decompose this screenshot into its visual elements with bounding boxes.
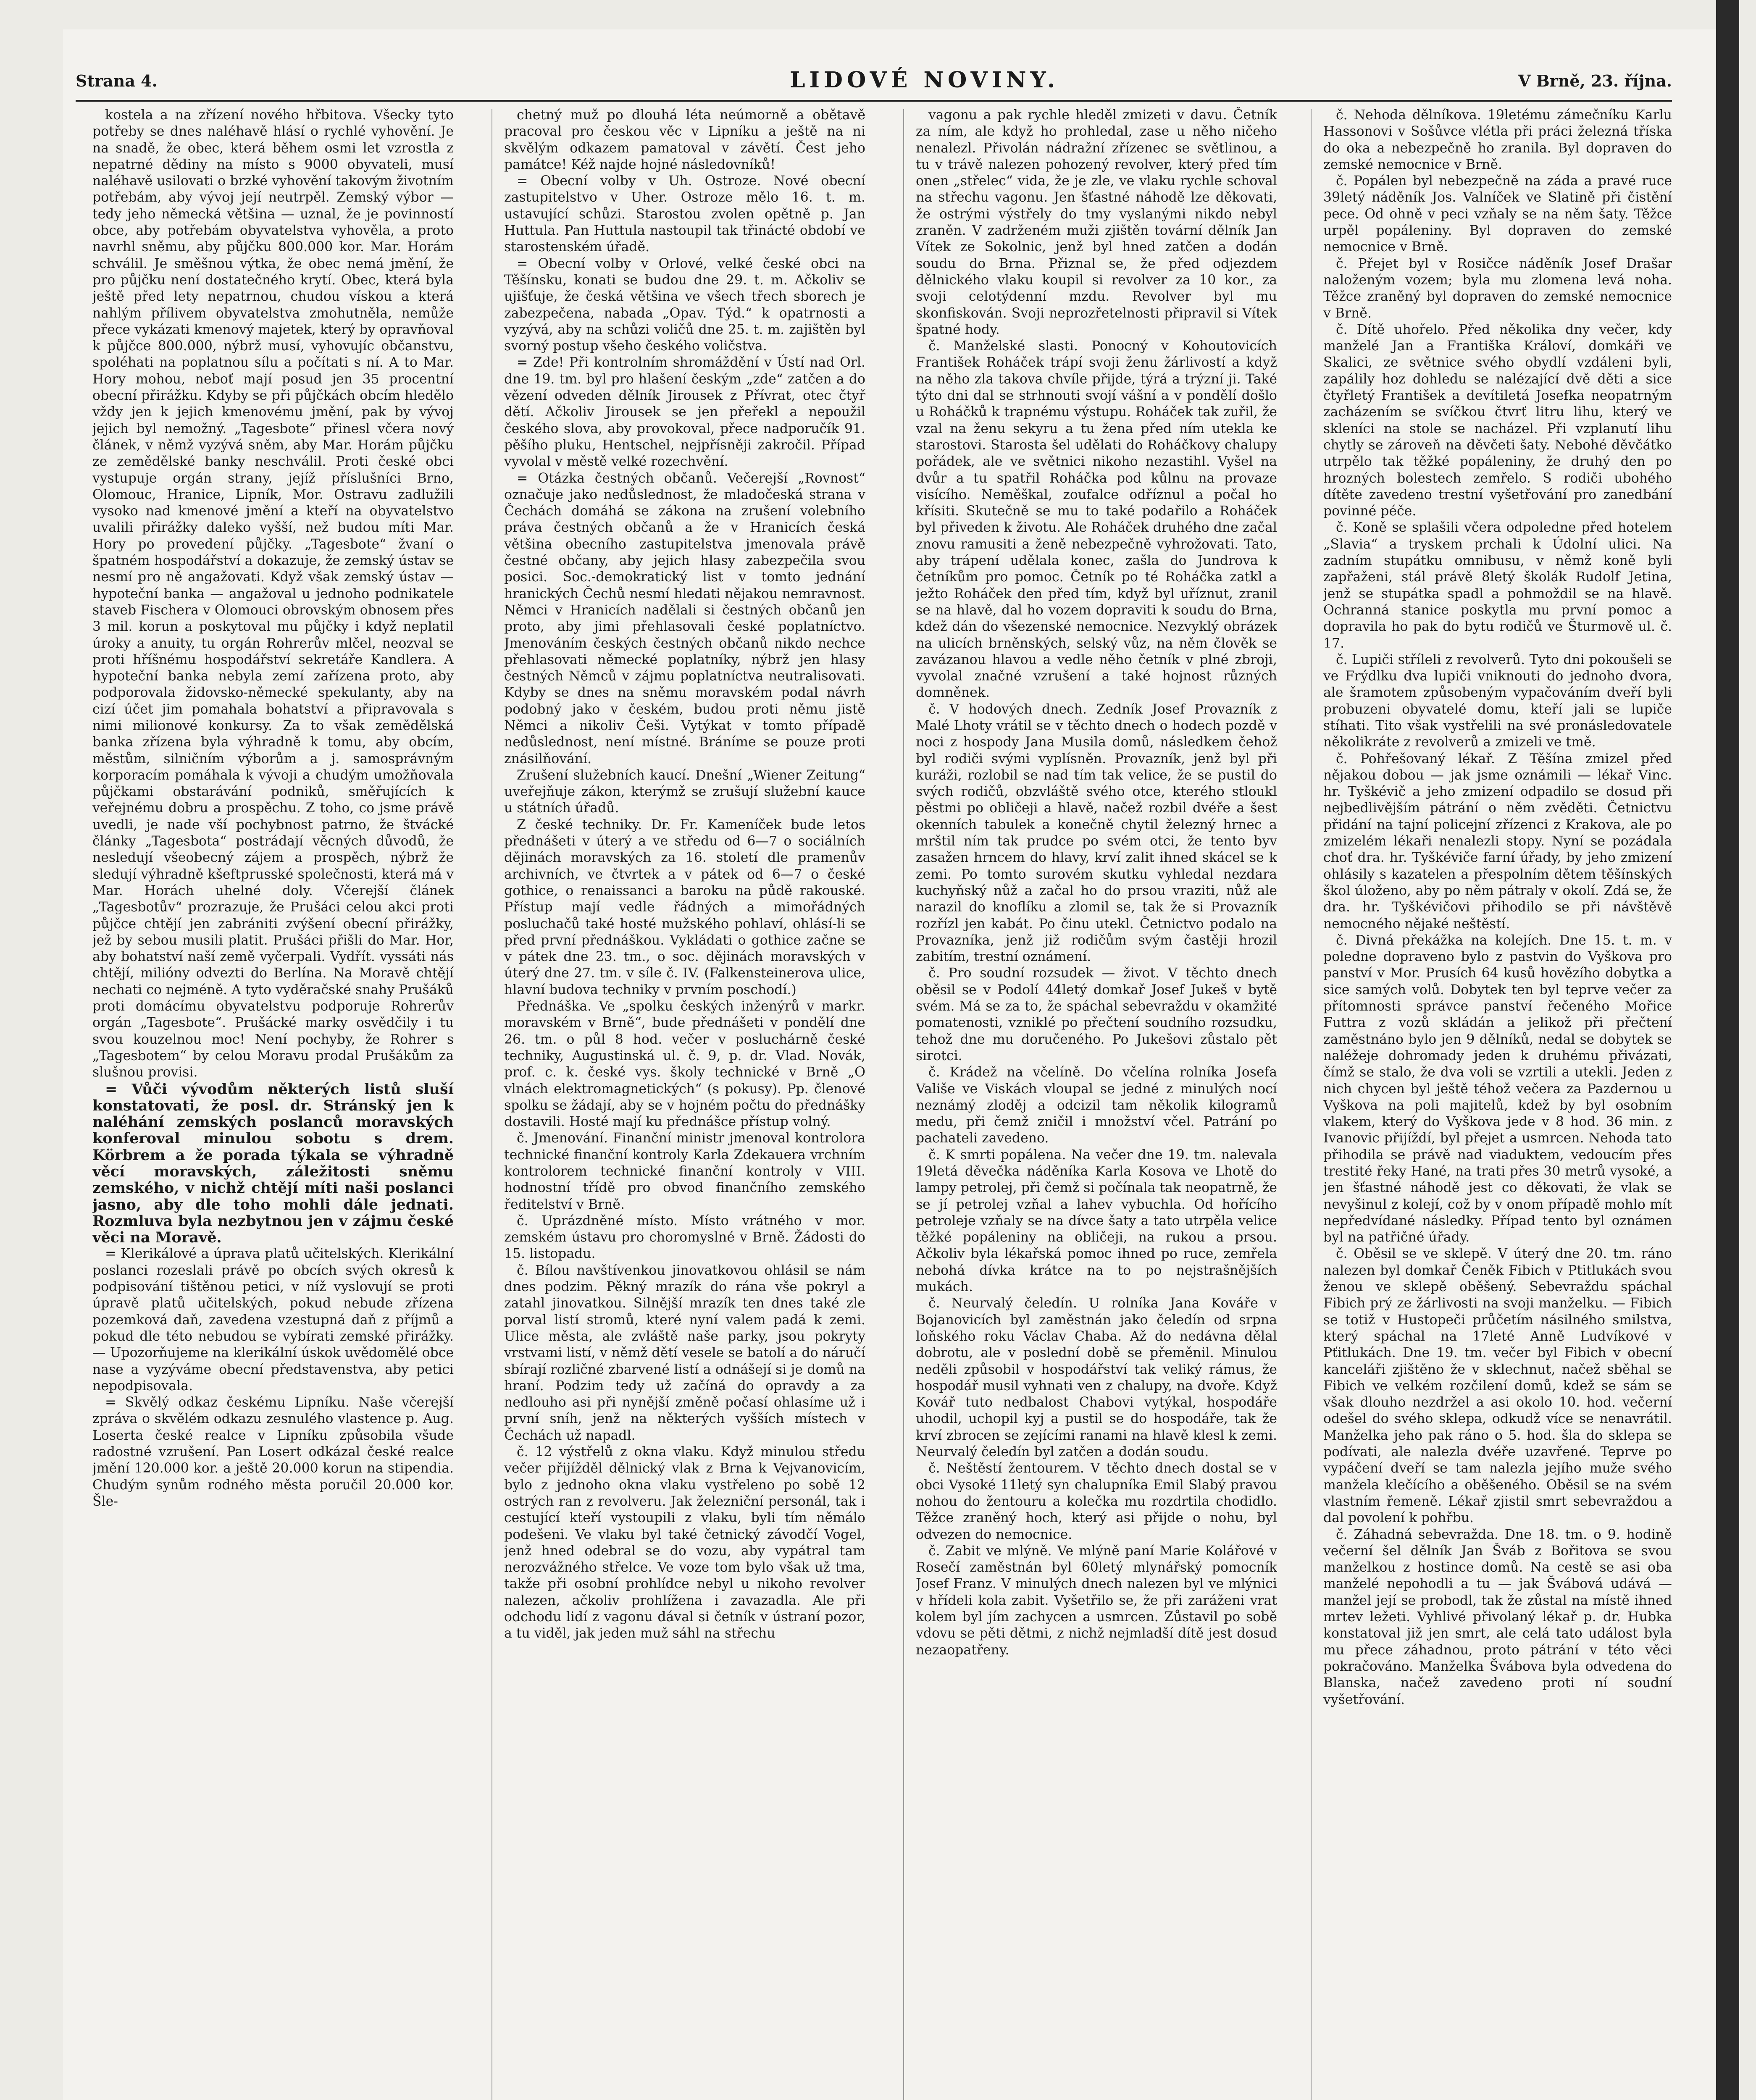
article-paragraph: č. K smrti popálena. Na večer dne 19. tm. nalevala 19letá děvečka náděníka Karla Kosova ve Lhotě do lampy petrolej, při čemž si počínala tak neopatrně, že se jí petrolej vzňal a lahev vybuchla. Od hořícího petroleje vzňaly se na dívce šaty a tato utrpěla velice těžké popáleniny na obličeji, na rukou a prsou. Ačkoliv byla lékařská pomoc ihned po ruce, zemřela nebohá dívka krátce na to po nejstrašnějších mukách. [916, 1147, 1277, 1295]
column-1 [92, 107, 454, 2100]
article-paragraph: kostela a na zřízení nového hřbitova. Všecky tyto potřeby se dnes naléhavě hlásí o rychlé vyhovění. Je na snadě, že obec, která během osmi let vzrostla z nepatrné dědiny na místo s 9000 obyvateli, musí naléhavě usilovati o brzké vyhovění takovým životním potřebám, aby vývoj její neutrpěl. Zemský výbor — tedy jeho německá většina — uznal, že je povinností obce, aby potřebám obyvatelstva vyhověla, a proto navrhl sněmu, aby půjčku 800.000 kor. Mar. Horám schválil. Je směšnou výtka, že obec nemá jmění, že pro půjčku není dostatečného krytí. Obec, která byla ještě před lety nepatrnou, chudou vískou a která nahlým přílivem obyvatelstva zmohutněla, nemůže přece vykázati kmenový majetek, který by opravňoval k půjčce 800.000, nýbrž musí, vyhovujíc občanstvu, spoléhati na poplatnou sílu a počítati s ní. A to Mar. Hory mohou, neboť mají posud jen 35 procentní obecní přirážku. Kdyby se při půjčkách obcím hledělo vždy jen k jejich kmenovému jmění, pak by vývoj jejich byl nemožný. „Tagesbote“ přinesl včera nový článek, v němž vyzývá sněm, aby Mar. Horám půjčku ze zemědělské banky neschválil. Proti české obci vystupuje orgán strany, jejíž příslušníci Brno, Olomouc, Hranice, Lipník, Mor. Ostravu zadlužili vysoko nad kmenové jmění a kteří na obyvatelstvo uvalili přirážky daleko vyšší, než budou míti Mar. Hory po provedení půjčky. „Tagesbote“ žvaní o špatném hospodářství a dokazuje, že zemský ústav se nesmí pro ně angažovati. Když však zemský ústav — hypoteční banka — angažoval u jednoho podnikatele staveb Fischera v Olomouci obrovským obnosem přes 3 mil. korun a poskytoval mu půjčky i když neplatil úroky a anuity, tu orgán Rohrerův mlčel, neozval se proti hříšnému hospodářství sekretáře Kandlera. A hypoteční banka nebyla zemí zařízena proto, aby podporovala židovsko-německé spekulanty, aby na cizí účet jim pomahala bohatství a připravovala s nimi milionové konkursy. Za to však zemědělská banka zřízena byla výhradně k tomu, aby obcím, městům, silničním výborům a j. samosprávným korporacím pomáhala k vývoji a chudým umožňovala půjčkami obstarávání podniků, směřujících k veřejnému dobru a prospěchu. Z toho, co jsme právě uvedli, je nade vší pochybnost patrno, že štvácké články „Tagesbota“ postrádají věcných důvodů, že nesledují všeobecný zájem a prospěch, nýbrž že sledují výhradně kšeftprusské společnosti, která má v Mar. Horách uhelné doly. Včerejší článek „Tagesbotův“ prozrazuje, že Prušáci celou akci proti půjčce chtějí jen zabrániti zvýšení obecní přirážky, jež by sebou musili platit. Prušáci přišli do Mar. Hor, aby bohatství naší země vyčerpali. Vydřít. vyssáti nás chtějí, milióny odvezti do Berlína. Na Moravě chtějí nechati co nejméně. A tyto vyděračské snahy Prušáků proti domácímu obyvatelstvu podporuje Rohrerův orgán „Tagesbote“. Prušácké marky osvědčily i tu svou kouzelnou moc! Není pochyby, že Rohrer s „Tagesbotem“ by celou Moravu prodal Prušákům za slušnou provisi. [92, 108, 454, 1080]
dateline: V Brně, 23. října. [1518, 71, 1672, 90]
masthead [76, 59, 1672, 97]
article-paragraph: č. Popálen byl nebezpečně na záda a pravé ruce 39letý náděník Jos. Valníček ve Slatině při čistění pece. Od ohně v peci vzňaly se na něm šaty. Těžce urpěl popáleniny. Byl dopraven do zemské nemocnice v Brně. [1323, 173, 1672, 255]
article-paragraph: č. Bílou navštívenkou jinovatkovou ohlásil se nám dnes podzim. Pěkný mrazík do rána vše pokryl a zatahl jinovatkou. Silnější mrazík ten dnes také zle porval listí stromů, které nyní valem padá k zemi. Ulice města, ale zvláště naše parky, jsou pokryty vrstvami listí, v němž dětí vesele se batolí a do náručí sbírají rozličné zbarvené listí a odnášejí si je domů na hraní. Podzim tedy už začíná do opravdy a za nedlouho asi při nynější změně počasí ohlasíme už i první sníh, jenž na některých vyšších místech v Čechách už napadl. [504, 1263, 865, 1443]
column-3 [916, 107, 1277, 2100]
article-paragraph: č. Přejet byl v Rosičce náděník Josef Drašar naloženým vozem; byla mu zlomena levá noha. Těžce zraněný byl dopraven do zemské nemocnice v Brně. [1323, 256, 1672, 321]
article-paragraph: = Klerikálové a úprava platů učitelských. Klerikální poslanci rozeslali právě po obcích svých okresů k podpisování tištěnou petici, v níž vyslovují se proti úpravě platů učitelských, pokud nebude zřízena pozemková daň, zavedena vzestupná daň z příjmů a pokud dle této nebudou se vybírati zemské přirážky. — Upozorňujeme na klerikální úskok uvědomělé obce nase a vyzýváme obecní představenstva, aby petici nepodpisovala. [92, 1246, 454, 1394]
article-paragraph: č. Manželské slasti. Ponocný v Kohoutovicích František Roháček trápí svoji ženu žárlivostí a když na něho zla takova chvíle přijde, týrá a trýzní ji. Také týto dni dal se strhnouti svojí vášní a v pondělí došlo u Roháčků k trapnému výstupu. Roháček tak zuřil, že vzal na ženu sekyru a tu žena před ním utekla ke starostovi. Starosta šel udělati do Roháčkovy chalupy pořádek, ale ve světnici nikoho nezastihl. Vyšel na dvůr a tu spatřil Roháčka pod kůlnu na provaze visícího. Neměškal, zoufalce odříznul a počal ho křísiti. Skutečně se mu to také podařilo a Roháček byl přiveden k životu. Ale Roháček druhého dne začal znovu ramusiti a ženě nebezpečně vyhrožovati. Tato, aby trápení udělala konec, zašla do Jundrova k četníkům pro pomoc. Četník po té Roháčka zatkl a ježto Roháček den před tím, když byl uříznut, zranil se na hlavě, dal ho vozem dopraviti k soudu do Brna, kdež dán do všezenské nemocnice. Nezvyklý obrázek na ulicích brněnských, selský vůz, na něm člověk se zavázanou hlavou a vedle něho četník v plné zbroji, vyvolal značné vzrušení a také hojnost různých domněnek. [916, 339, 1277, 701]
article-paragraph: č. Neštěstí žentourem. V těchto dnech dostal se v obci Vysoké 11letý syn chalupníka Emil Slabý pravou nohou do žentouru a kolečka mu rozdrtila chodidlo. Těžce zraněný hoch, který asi přijde o nohu, byl odvezen do nemocnice. [916, 1461, 1277, 1542]
article-paragraph: č. 12 výstřelů z okna vlaku. Když minulou středu večer přijížděl dělnický vlak z Brna k Vejvanovicím, bylo z jednoho okna vlaku vystřeleno po sobě 12 ostrých ran z revolveru. Jak železniční personál, tak i cestující kteří vystoupili z vlaku, byli tím němálo podešeni. Ve vlaku byl také četnický závodčí Vogel, jenž hned odebral se do vozu, aby vypátral tam nerozvážného střelce. Ve voze tom bylo však už tma, takže při osobní prohlídce nebyl u nikoho revolver nalezen, ačkoliv prohlížena i zavazadla. Ale při odchodu lidí z vagonu dával si četník v ústraní pozor, a tu viděl, jak jeden muž sáhl na střechu [504, 1444, 865, 1641]
article-paragraph: = Zde! Při kontrolním shromáždění v Ústí nad Orl. dne 19. tm. byl pro hlašení českým „zde“ zatčen a do vězení odveden dělník Jirousek z Přívrat, otec čtyř dětí. Ačkoliv Jirousek se jen přeřekl a nepoužil českého slova, aby provokoval, přece nadporučík 91. pěšího pluku, Hentschel, nejpřísněji zakročil. Případ vyvolal v městě velké rozechvění. [504, 355, 865, 470]
article-paragraph: č. Uprázdněné místo. Místo vrátného v mor. zemském ústavu pro choromyslné v Brně. Žádosti do 15. listopadu. [504, 1213, 865, 1262]
article-paragraph: č. Pohřešovaný lékař. Z Těšína zmizel před nějakou dobou — jak jsme oznámili — lékař Vinc. hr. Tyškévič a jeho zmizení odpadilo se dosud při nejbedlivějším pátrání o něm zvěděti. Četnictvu přidání na tajní policejní zřízenci z Krakova, ale po zmizelém lékaři nenalezli stopy. Nyní se pozádala choť dra. hr. Tyškéviče farní úřady, by jeho zmizení ohlásily s kazatelen a přespolním dětem těšínských škol úloženo, aby po něm pátraly v okolí. Zdá se, že dra. hr. Tyškévičovi přihodilo se při návštěvě nemocného nějaké neštěstí. [1323, 751, 1672, 932]
article-paragraph: č. Divná překážka na kolejích. Dne 15. t. m. v poledne dopraveno bylo z pastvin do Vyškova pro panství v Mor. Prusích 64 kusů hovězího dobytka a sice samých volů. Dobytek ten byl teprve večer za přítomnosti správce panství řečeného Mořice Futtra z vozů skládán a jelikož při přečtení zaměstnáno bylo jen 9 dělníků, nedal se dobytek se naléžeje dohromady jeden k druhému přivázati, čímž se stalo, že dva voli se vzrtili a utekli. Jeden z nich chycen byl ještě téhož večera za Pazdernou u Vyškova na poli majitelů, kdež by byl osobním vlakem, který do Vyškova jede v 8 hod. 36 min. z Ivanovic přijíždí, byl přejet a usmrcen. Nehoda tato přihodila se právě nad viaduktem, vedoucím přes trestité řeky Hané, na trati přes 30 metrů vysoké, a jen šťastné náhodě jest co děkovati, že vlak se nevyšinul z kolejí, což by v onom případě mohlo mít nepředvídané následky. Případ tento byl oznámen byl na patřičné úřady. [1323, 932, 1672, 1245]
article-paragraph: č. Neurvalý čeledín. U rolníka Jana Kováře v Bojanovicích byl zaměstnán jako čeledín od srpna loňského roku Václav Chaba. Až do nedávna dělal dobrotu, ale v poslední době se přeměnil. Minulou neděli způsobil v hospodářství tak veliký rámus, že hospodář musil vyhnati ven z chalupy, na dvoře. Když Kovář tuto nedbalost Chabovi vytýkal, hospodáře uhodil, uchopil kyj a pustil se do hospodáře, tak že krví zbrocen se zejícími ranami na hlavě klesl k zemi. Neurvalý čeledín byl zatčen a dodán soudu. [916, 1296, 1277, 1460]
column-4 [1323, 107, 1672, 2100]
article-paragraph: = Otázka čestných občanů. Večerejší „Rovnost“ označuje jako nedůslednost, že mladočeská strana v Čechách domáhá se zákona na zrušení volebního práva čestných občanů a že v Hranicích česká většina obecního zastupitelstva jmenovala právě čestné občany, aby jejich hlasy zabezpečila svou posici. Soc.-demokratický list v tomto jednání hranických Čechů nesmí hledati nějakou nemravnost. Němci v Hranicích nadělali si čestných občanů jen proto, aby jimi přehlasovali české poplatníctvo. Jmenováním českých čestných občanů nikdo nechce přehlasovati německé poplatníky, nýbrž jen hlasy čestných Němců v zájmu poplatníctva neutralisovati. Kdyby se dnes na sněmu moravském podal návrh podobný jako v českém, budou proti němu jistě Němci a nikoliv Češi. Vytýkat v tomto případě nedůslednost, není místné. Bráníme se pouze proti znásilňování. [504, 470, 865, 766]
article-paragraph: chetný muž po dlouhá léta neúmorně a obětavě pracoval pro českou věc v Lipníku a ještě na ni skvělým odkazem pamatoval v závětí. Čest jeho památce! Kéž najde hojné následovníků! [504, 108, 865, 172]
article-paragraph: č. Koně se splašili včera odpoledne před hotelem „Slavia“ a tryskem prchali k Údolní ulici. Na zadním stupátku omnibusu, v němž koně byli zapřaženi, stál právě 8letý školák Rudolf Jetina, jenž se stupátka spadl a pohmoždil se na hlavě. Ochranná stanice poskytla mu první pomoc a dopravila ho pak do bytu rodičů ve Šturmově ul. č. 17. [1323, 520, 1672, 651]
article-paragraph: č. Záhadná sebevražda. Dne 18. tm. o 9. hodině večerní šel dělník Jan Šváb z Bořitova se svou manželkou z hostince domů. Na cestě se asi oba manželé nepohodli a tu — jak Švábová udává — manžel její se probodl, tak že zůstal na místě ihned mrtev ležeti. Vyhlivé přivolaný lékař p. dr. Hubka konstatoval již jen smrt, ale celá tato událost byla mu přece záhadnou, proto pátrání v této věci pokračováno. Manželka Švábova byla odvedena do Blanska, načež zavedeno proti ní soudní vyšetřování. [1323, 1527, 1672, 1707]
article-paragraph: Z české techniky. Dr. Fr. Kameníček bude letos přednášeti v úterý a ve středu od 6—7 o sociálních dějinách moravských za 16. století dle pramenův archivních, ve čtvrtek a v pátek od 6—7 o české gothice, o renaissanci a baroku na půdě rakouské. Přístup mají vedle řádných a mimořádných posluchačů také hosté mužského pohlaví, ohlásí-li se před první přednáškou. Vykládati o gothice začne se v pátek dne 23. tm., o soc. dějinách moravských v úterý dne 27. tm. v síle č. IV. (Falkensteinerova ulice, hlavní budova techniky v prvním poschodí.) [504, 817, 865, 998]
header-rule [76, 100, 1672, 102]
article-paragraph: Přednáška. Ve „spolku českých inženýrů v markr. moravském v Brně“, bude přednášeti v pondělí dne 26. tm. o půl 8 hod. večer v posluchárně české techniky, Augustinská ul. č. 9, p. dr. Vlad. Novák, prof. c. k. české vys. školy technické v Brně „O vlnách elektromagnetických“ (s pokusy). Pp. členové spolku se žádají, aby se v hojném počtu do přednášky dostavili. Hosté mají ku přednášce přístup volný. [504, 999, 865, 1130]
article-paragraph: č. Jmenování. Finanční ministr jmenoval kontrolora technické finanční kontroly Karla Zdekauera vrchním kontrolorem technické finanční kontroly v VIII. hodnostní třídě pro obvod finančního zemského ředitelství v Brně. [504, 1131, 865, 1212]
article-paragraph: č. Dítě uhořelo. Před několika dny večer, kdy manželé Jan a Františka Královí, domkáři ve Skalici, ze světnice svého obydlí vzdáleni byli, zapálily hoz dohledu se nalézající dvě děti a sice čtyřletý František a devítiletá Josefka neopatrným zacházením se svíčkou čtvrť litru lihu, který ve skleníci na stole se nacházel. Při vzplanutí lihu chytly se zároveň na děvčeti šaty. Nebohé děvčátko utrpělo tak těžké popáleniny, že druhý den po hrozných bolestech zemřelo. S rodiči ubohého dítěte zavedeno trestní vyšetřování pro zanedbání povinné péče. [1323, 322, 1672, 519]
article-paragraph: = Obecní volby v Uh. Ostroze. Nové obecní zastupitelstvo v Uher. Ostroze mělo 16. t. m. ustavující schůzi. Starostou zvolen opětně p. Jan Huttula. Pan Huttula nastoupil tak třinácté období ve starostenském úřadě. [504, 173, 865, 255]
article-paragraph: Zrušení služebních kaucí. Dnešní „Wiener Zeitung“ uveřejňuje zákon, kterýmž se zrušují služební kauce u státních úřadů. [504, 767, 865, 816]
article-paragraph: = Skvělý odkaz českému Lipníku. Naše včerejší zpráva o skvělém odkazu zesnulého vlastence p. Aug. Loserta české realce v Lipníku způsobila všude radostné vzrušení. Pan Losert odkázal české realce jmění 120.000 kor. a ještě 20.000 korun na stipendia. Chudým synům rodného města poručil 20.000 kor. Šle- [92, 1395, 454, 1509]
article-paragraph: č. Nehoda dělníkova. 19letému zámečníku Karlu Hassonovi v Sošůvce vlétla při práci železná tříska do oka a nebezpečně ho zranila. Byl dopraven do zemské nemocnice v Brně. [1323, 108, 1672, 172]
article-paragraph: č. Krádež na včelíně. Do včelína rolníka Josefa Vališe ve Viskách vloupal se jedné z minulých nocí neznámý zloděj a odcizil tam několik kilogramů medu, při čemž zničil i množství včel. Patrání po pachateli zavedeno. [916, 1065, 1277, 1146]
scan-edge-shadow [1716, 0, 1739, 2100]
article-paragraph: č. Oběsil se ve sklepě. V úterý dne 20. tm. ráno nalezen byl domkař Čeněk Fibich v Ptitlukách svou ženou ve sklepě oběšený. Sebevraždu spáchal Fibich prý ze žárlivosti na svoji manželku. — Fibich se totiž v Hustopeči průčetím násilného smilstva, který spáchal na 17leté Anně Ludvíkové v Pťitlukách. Dne 19. tm. večer byl Fibich v obecní kanceláři zjištěno že v sklechnut, načež sběhal se Fibich ve velkém rozčilení domů, kdež se sám se však dlouho nezdržel a asi okolo 10. hod. večerní odešel do svého sklepa, odkudž více se nenavrátil. Manželka jeho pak ráno o 5. hod. šla do sklepa se podívati, ale nalezla dvéře uzavřené. Teprve po vypáčení dveří se tam nalezla jejího muže svého manžela klečícího a oběšeného. Oběsil se na svém vlastním řemeně. Lékař zjistil smrt sebevraždou a dal povolení k pohřbu. [1323, 1246, 1672, 1526]
column-2 [504, 107, 865, 2100]
page-number: Strana 4. [76, 71, 158, 90]
article-paragraph: = Vůči vývodům některých listů sluší konstatovati, že posl. dr. Stránský jen k naléhání zemských poslanců moravských konferoval minulou sobotu s drem. Körbrem a že porada týkala se výhradně věcí moravských, záležitosti sněmu zemského, v nichž chtějí míti naši poslanci jasno, aby dle toho mohli dále jednati. Rozmluva byla nezbytnou jen v zájmu české věci na Moravě. [92, 1080, 454, 1247]
column-divider [1311, 109, 1312, 2100]
article-paragraph: vagonu a pak rychle hleděl zmizeti v davu. Četník za ním, ale když ho prohledal, zase u něho ničeho nenalezl. Přivolán nádražní zřízenec se světlinou, a tu v trávě nalezen pohozený revolver, který před tím onen „střelec“ vida, že je zle, ve vlaku rychle schoval na střechu vagonu. Jen šťastné náhodě lze děkovati, že ostrými výstřely do tmy vyslanými nikdo nebyl zraněn. V zadrženém muži zjištěn tovární dělník Jan Vítek ze Sokolnic, jenž byl hned zatčen a dodán soudu do Brna. Přiznal se, že před odjezdem dělnického vlaku koupil si revolver za 10 kor., za svoji celotýdenní mzdu. Revolver byl mu skonfiskován. Svoji neprozřetelnosti připravil si Vítek špatné hody. [916, 108, 1277, 337]
article-paragraph: č. V hodových dnech. Zedník Josef Provazník z Malé Lhoty vrátil se v těchto dnech o hodech pozdě v noci z hospody Jana Musila domů, následkem čehož byl rodiči svými vyplísněn. Provazník, jenž byl při kuráži, rozlobil se nad tím tak velice, že se pustil do svých rodičů, obzvláště svého otce, kterého stloukl pěstmi po obličeji a hlavě, načež rozbil dvéře a šest okenních tabulek a konečně chytil železný hrnec a mrštil ním tak prudce po svém otci, že tento byv zasažen hrncem do hlavy, krví zalit ihned skácel se k zemi. Po tomto surovém skutku vyhledal nezdara kuchyňský nůž a začal ho do prsou vraziti, nůž ale narazil do knoflíku a zlomil se, tak že si Provazník rozřízl jen kabát. Po činu utekl. Četnictvo podalo na Provazníka, jenž již rodičům svým častěji hrozil zabitím, trestní oznámení. [916, 701, 1277, 965]
article-paragraph: č. Pro soudní rozsudek — život. V těchto dnech oběsil se v Podolí 44letý domkař Josef Jukeš v bytě svém. Má se za to, že spáchal sebevraždu v okamžité pomatenosti, vzniklé po přečtení soudního rozsudku, tehož dne mu doručeného. Po Jukešovi zůstalo pět sirotci. [916, 966, 1277, 1063]
column-divider [903, 109, 904, 2100]
article-paragraph: č. Zabit ve mlýně. Ve mlýně paní Marie Kolářové v Rosečí zaměstnán byl 60letý mlynářský pomocník Josef Franz. V minulých dnech nalezen byl ve mlýnici v hřídeli kola zabit. Vyšetřilo se, že při zaráženi vrat kolem byl jím zachycen a usmrcen. Zůstavil po sobě vdovu se pěti dětmi, z nichž nejmladší dítě jest dosud nezaopatřeny. [916, 1543, 1277, 1658]
article-paragraph: č. Lupiči stříleli z revolverů. Tyto dni pokoušeli se ve Frýdlku dva lupiči vniknouti do jednoho dvora, ale šramotem způsobeným vypačováním dveří byli probuzeni obyvatelé domu, kteří jali se lupiče stíhati. Tito však vystřelili na své pronásledovatele několikráte z revolverů a zmizeli ve tmě. [1323, 652, 1672, 750]
newspaper-title: LIDOVÉ NOVINY. [790, 67, 1059, 93]
article-paragraph: = Obecní volby v Orlové, velké české obci na Těšínsku, konati se budou dne 29. t. m. Ačkoliv se ujišťuje, že česká většina ve všech třech sborech je zabezpečena, nabada „Opav. Týd.“ k opatrnosti a vyzývá, aby na schůzi voličů dne 25. t. m. zajištěn byl svorný postup všeho českého voličstva. [504, 256, 865, 354]
